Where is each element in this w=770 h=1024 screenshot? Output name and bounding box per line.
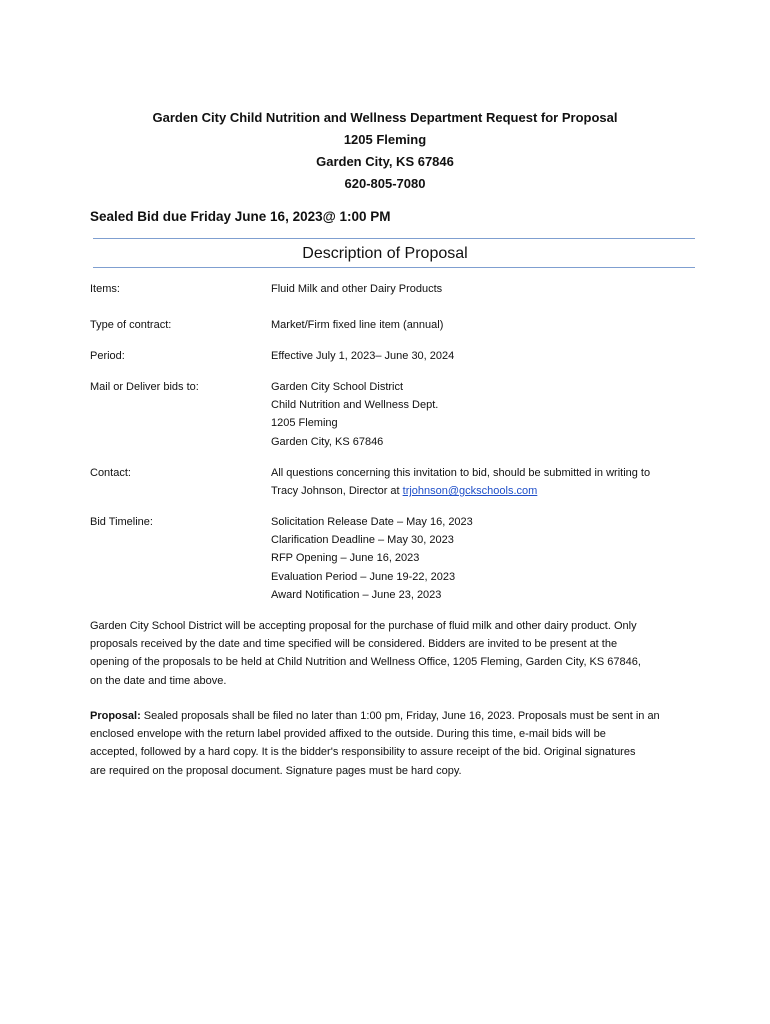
timeline-label: Bid Timeline: bbox=[90, 516, 153, 528]
timeline-item: Evaluation Period – June 19-22, 2023 bbox=[271, 570, 456, 583]
period-label: Period: bbox=[90, 350, 125, 362]
timeline-item: Clarification Deadline – May 30, 2023 bbox=[271, 534, 454, 547]
section-title: Description of Proposal bbox=[302, 245, 468, 262]
mail-line: Garden City School District bbox=[271, 381, 404, 393]
contact-email-link[interactable]: trjohnson@gckschools.com bbox=[402, 485, 538, 498]
paragraph-line: on the date and time above. bbox=[90, 674, 227, 687]
paragraph-line: opening of the proposals to be held at Child Nutrition and Wellness Office, 1205 Fleming, Garden City, KS 67846, bbox=[90, 656, 641, 669]
items-value: Fluid Milk and other Dairy Products bbox=[271, 283, 443, 295]
mail-line: 1205 Fleming bbox=[271, 417, 338, 430]
timeline-item: Solicitation Release Date – May 16, 2023 bbox=[271, 516, 473, 528]
contract-value: Market/Firm fixed line item (annual) bbox=[271, 319, 444, 331]
paragraph-line bbox=[90, 707, 690, 725]
document-header bbox=[0, 107, 770, 195]
mail-line: Child Nutrition and Wellness Dept. bbox=[271, 399, 439, 412]
header-title: Garden City Child Nutrition and Wellness Department Request for Proposal bbox=[152, 110, 618, 125]
paragraph-line: enclosed envelope with the return label provided affixed to the outside. During this time, e-mail bids will be bbox=[90, 728, 606, 741]
paragraph-line: proposals received by the date and time specified will be considered. Bidders are invited to be present at the bbox=[90, 638, 618, 651]
mail-line: Garden City, KS 67846 bbox=[271, 435, 384, 448]
period-value: Effective July 1, 2023– June 30, 2024 bbox=[271, 350, 455, 362]
proposal-lead: Proposal: bbox=[90, 710, 141, 722]
intro-paragraph bbox=[90, 617, 690, 690]
contact-line bbox=[271, 482, 691, 500]
mail-address bbox=[271, 378, 691, 451]
paragraph-line: Garden City School District will be accepting proposal for the purchase of fluid milk and other dairy product. Only bbox=[90, 620, 637, 632]
title-rule-top bbox=[93, 238, 695, 239]
mail-label: Mail or Deliver bids to: bbox=[90, 381, 199, 393]
contact-line: All questions concerning this invitation to bid, should be submitted in writing to bbox=[271, 467, 651, 479]
header-city: Garden City, KS 67846 bbox=[316, 154, 454, 169]
proposal-first-line: Sealed proposals shall be filed no later than 1:00 pm, Friday, June 16, 2023. Proposals must be sent in an bbox=[140, 710, 660, 722]
paragraph-line: accepted, followed by a hard copy. It is the bidder's responsibility to assure receipt of the bid. Original signatures bbox=[90, 746, 636, 759]
contact-value bbox=[271, 464, 691, 500]
header-street: 1205 Fleming bbox=[343, 132, 427, 147]
items-label: Items: bbox=[90, 283, 120, 295]
title-rule-bottom bbox=[93, 267, 695, 268]
contact-director: Tracy Johnson, Director at bbox=[271, 485, 403, 498]
paragraph-line: are required on the proposal document. Signature pages must be hard copy. bbox=[90, 764, 462, 777]
header-phone: 620-805-7080 bbox=[344, 176, 426, 191]
timeline-list bbox=[271, 513, 691, 604]
timeline-item: RFP Opening – June 16, 2023 bbox=[271, 552, 420, 565]
proposal-paragraph bbox=[90, 707, 690, 780]
sealed-bid-deadline: Sealed Bid due Friday June 16, 2023@ 1:00 PM bbox=[90, 209, 391, 224]
contract-label: Type of contract: bbox=[90, 319, 172, 331]
timeline-item: Award Notification – June 23, 2023 bbox=[271, 588, 442, 601]
contact-label: Contact: bbox=[90, 467, 131, 479]
